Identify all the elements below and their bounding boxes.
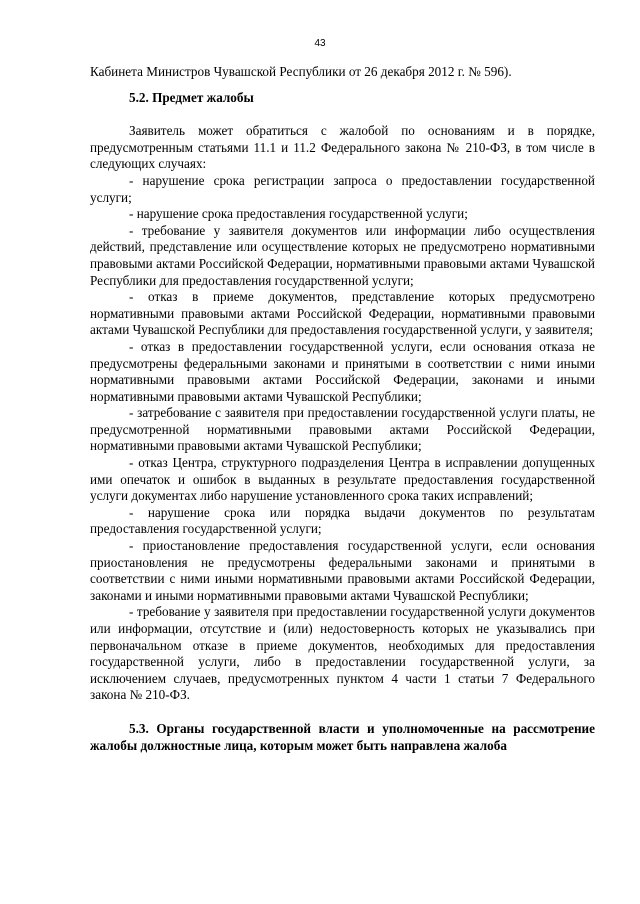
list-item: - требование у заявителя документов или информации либо осуществления действий, представление или осуществление которых не предусмотрено нормативными правовыми актами Российской Федерации, нормативными правовыми актами Чувашской Республики для предоставления государственной услуги;: [90, 222, 595, 288]
section-5-2-lead: Заявитель может обратиться с жалобой по основаниям и в порядке, предусмотренным статьями 11.1 и 11.2 Федерального закона № 210-ФЗ, в том числе в следующих случаях:: [90, 123, 595, 172]
list-item: - отказ в предоставлении государственной услуги, если основания отказа не предусмотрены федеральными законами и принятыми в соответствии с ними иными нормативными правовыми актами Российской Федерации, законами и иными нормативными правовыми актами Чувашской Республики;: [90, 338, 595, 404]
list-item: - отказ Центра, структурного подразделения Центра в исправлении допущенных ими опечаток и ошибок в выданных в результате предоставления государственной услуги документах либо нарушение установленного срока таких исправлений;: [90, 455, 595, 504]
list-item: - нарушение срока предоставления государственной услуги;: [129, 206, 468, 222]
section-5-3-heading: 5.3. Органы государственной власти и уполномоченные на рассмотрение жалобы должностные лица, которым может быть направлена жалоба: [90, 720, 595, 753]
list-item: - отказ в приеме документов, представление которых предусмотрено нормативными правовыми актами Российской Федерации, нормативными правовыми актами Чувашской Республики для предоставления государственной услуги, у заявителя;: [90, 289, 595, 338]
list-item: - приостановление предоставления государственной услуги, если основания приостановления не предусмотрены федеральными законами и принятыми в соответствии с ними иными нормативными правовыми актами Российской Федерации, законами и иными нормативными правовыми актами Чувашской Республики;: [90, 538, 595, 603]
page-number: 43: [314, 38, 326, 49]
list-item: - требование у заявителя при предоставлении государственной услуги документов или информации, отсутствие и (или) недостоверность которых не указывались при первоначальном отказе в приеме документов, необходимых для предоставления государственной услуги, либо в предоставлении государственной услуги, за исключением случаев, предусмотренных пунктом 4 части 1 статьи 7 Федерального закона № 210-ФЗ.: [90, 604, 595, 703]
document-body: [90, 64, 595, 754]
section-5-2-heading: 5.2. Предмет жалобы: [129, 89, 254, 105]
list-item: - затребование с заявителя при предоставлении государственной услуги платы, не предусмотренной нормативными правовыми актами Российской Федерации, нормативными правовыми актами Чувашской Республики;: [90, 405, 595, 454]
list-item: - нарушение срока или порядка выдачи документов по результатам предоставления государственной услуги;: [90, 504, 595, 537]
list-item: - нарушение срока регистрации запроса о предоставлении государственной услуги;: [90, 172, 595, 205]
intro-line: Кабинета Министров Чувашской Республики от 26 декабря 2012 г. № 596).: [90, 64, 512, 79]
